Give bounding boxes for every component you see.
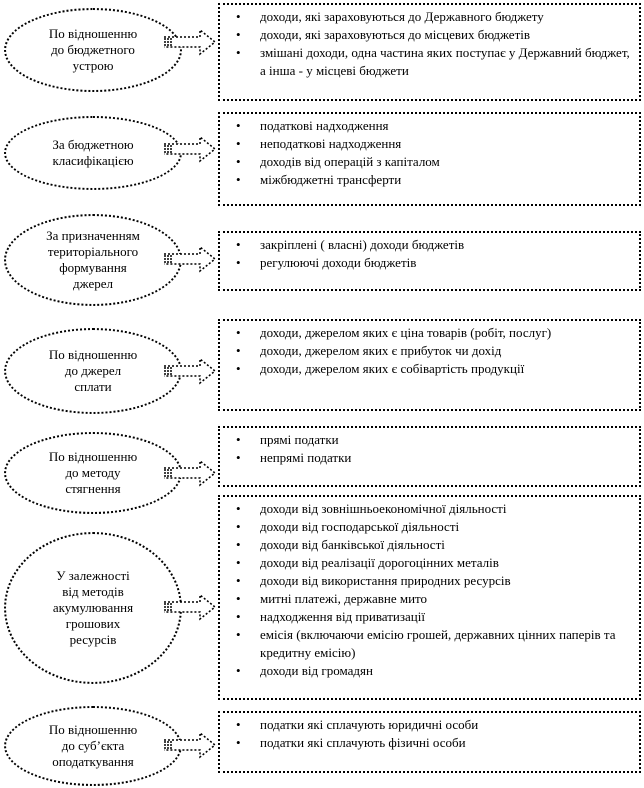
list-item: • доходи від громадян <box>230 662 633 680</box>
arrow-icon <box>162 244 218 274</box>
criterion-oval: По відношенню до суб’єкта оподаткування <box>4 706 182 786</box>
arrow-icon <box>162 592 218 622</box>
arrow-icon <box>162 730 218 760</box>
list-item: • податкові надходження <box>230 117 633 135</box>
items-box <box>218 319 641 411</box>
criterion-oval: По відношенню до бюджетного устрою <box>4 8 182 92</box>
criterion-oval: По відношенню до джерел сплати <box>4 328 182 414</box>
list-item: • доходи, джерелом яких є собівартість продукції <box>230 360 633 378</box>
items-box <box>218 711 641 773</box>
list-item: • емісія (включаючи емісію грошей, державних цінних паперів та кредитну емісію) <box>230 626 633 662</box>
list-item: • регулюючі доходи бюджетів <box>230 254 633 272</box>
list-item: • непрямі податки <box>230 449 633 467</box>
items-box <box>218 231 641 291</box>
list-item: • податки які сплачують юридичні особи <box>230 716 633 734</box>
list-item: • податки які сплачують фізичні особи <box>230 734 633 752</box>
criterion-oval: За призначенням територіального формування джерел <box>4 214 182 306</box>
criterion-oval: У залежності від методів акумулювання грошових ресурсів <box>4 532 182 684</box>
list-item: • доходи, джерелом яких є ціна товарів (робіт, послуг) <box>230 324 633 342</box>
criterion-oval: За бюджетною класифікацією <box>4 116 182 190</box>
list-item: • прямі податки <box>230 431 633 449</box>
criterion-oval: По відношенню до методу стягнення <box>4 432 182 514</box>
list-item: • доходів від операцій з капіталом <box>230 153 633 171</box>
list-item: • неподаткові надходження <box>230 135 633 153</box>
arrow-icon <box>162 27 218 57</box>
list-item: • надходження від приватизації <box>230 608 633 626</box>
arrow-icon <box>162 134 218 164</box>
list-item: • доходи, джерелом яких є прибуток чи дохід <box>230 342 633 360</box>
list-item: • митні платежі, державне мито <box>230 590 633 608</box>
list-item: • доходи від господарської діяльності <box>230 518 633 536</box>
list-item: • доходи від реалізації дорогоцінних металів <box>230 554 633 572</box>
list-item: • доходи від банківської діяльності <box>230 536 633 554</box>
items-box <box>218 495 641 700</box>
list-item: • міжбюджетні трансферти <box>230 171 633 189</box>
arrow-icon <box>162 356 218 386</box>
list-item: • доходи від використання природних ресурсів <box>230 572 633 590</box>
items-box <box>218 426 641 487</box>
list-item: • змішані доходи, одна частина яких поступає у Державний бюджет, а інша - у місцеві бюджети <box>230 44 633 80</box>
list-item: • закріплені ( власні) доходи бюджетів <box>230 236 633 254</box>
list-item: • доходи, які зараховуються до Державного бюджету <box>230 8 633 26</box>
arrow-icon <box>162 458 218 488</box>
items-box <box>218 112 641 206</box>
items-box <box>218 3 641 101</box>
list-item: • доходи, які зараховуються до місцевих бюджетів <box>230 26 633 44</box>
list-item: • доходи від зовнішньоекономічної діяльності <box>230 500 633 518</box>
